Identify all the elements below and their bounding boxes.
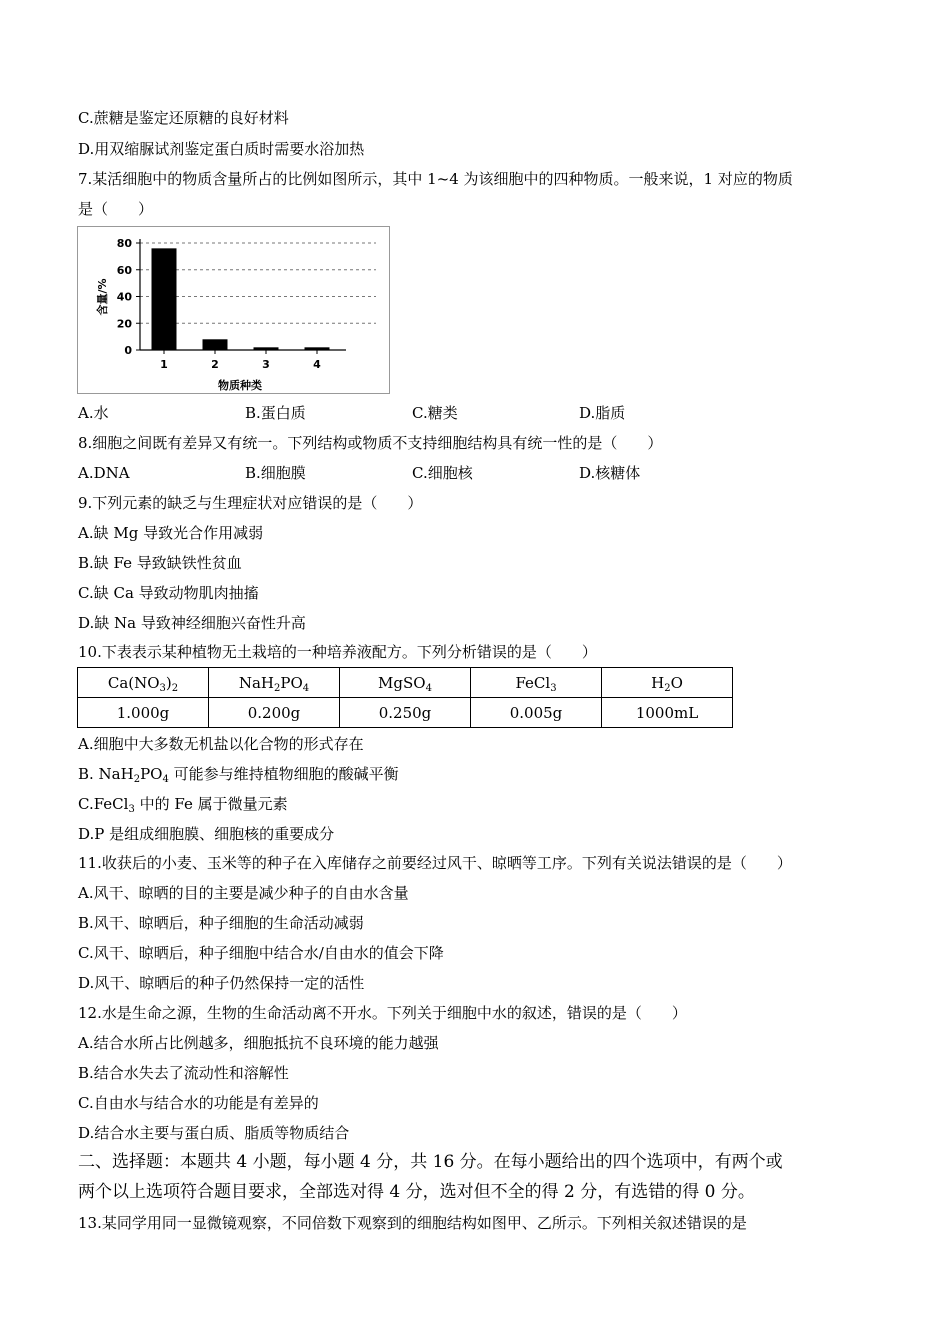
q12-option-d: D.结合水主要与蛋白质、脂质等物质结合	[78, 1124, 350, 1142]
q7-option-c: C.糖类	[412, 404, 458, 422]
q7-stem-line1: 7.某活细胞中的物质含量所占的比例如图所示，其中 1~4 为该细胞中的四种物质。一般来说，1 对应的物质	[78, 170, 793, 188]
y-tick-label: 80	[116, 237, 132, 250]
bar-chart-svg	[78, 227, 391, 395]
q7-option-d: D.脂质	[579, 404, 626, 422]
q7-stem-line2: 是（ ）	[78, 200, 154, 218]
q11-option-a: A.风干、晾晒的目的主要是减少种子的自由水含量	[78, 884, 409, 902]
q7-option-b: B.蛋白质	[245, 404, 306, 422]
table-header-cell: $Ca(NO_3)_2$	[78, 668, 209, 698]
q11-option-c: C.风干、晾晒后，种子细胞中结合水/自由水的值会下降	[78, 944, 444, 962]
q12-option-a: A.结合水所占比例越多，细胞抵抗不良环境的能力越强	[78, 1034, 439, 1052]
q11-option-b: B.风干、晾晒后，种子细胞的生命活动减弱	[78, 914, 364, 932]
q12-stem: 12.水是生命之源，生物的生命活动离不开水。下列关于细胞中水的叙述，错误的是（ ）	[78, 1004, 687, 1022]
table-header-cell: MgSO$_4$	[340, 668, 471, 698]
bar	[152, 248, 177, 350]
y-tick-label: 0	[124, 344, 132, 357]
table-row	[78, 698, 733, 728]
q10-stem: 10.下表表示某种植物无土栽培的一种培养液配方。下列分析错误的是（ ）	[78, 643, 597, 661]
x-axis-label: 物质种类	[218, 379, 262, 392]
table-cell: 0.005g	[471, 698, 602, 728]
table-header-cell: FeCl$_3$	[471, 668, 602, 698]
q11-option-d: D.风干、晾晒后的种子仍然保持一定的活性	[78, 974, 365, 992]
y-tick-label: 40	[116, 290, 132, 304]
q6-option-c: C.蔗糖是鉴定还原糖的良好材料	[78, 109, 289, 127]
bar	[254, 347, 279, 350]
x-tick-label: 2	[211, 358, 219, 371]
q8-options	[78, 463, 778, 483]
y-tick-label: 20	[116, 317, 132, 331]
q10-option-b: B. $NaH_2PO_4$ 可能参与维持植物细胞的酸碱平衡	[78, 765, 399, 785]
q8-option-a: A.DNA	[78, 464, 130, 482]
q10-nutrient-table	[77, 667, 733, 728]
q6-option-d: D.用双缩脲试剂鉴定蛋白质时需要水浴加热	[78, 140, 365, 158]
q11-stem: 11.收获后的小麦、玉米等的种子在入库储存之前要经过风干、晾晒等工序。下列有关说法错误的是（ ）	[78, 854, 792, 872]
table-cell: 1.000g	[78, 698, 209, 728]
q10-option-d: D.P 是组成细胞膜、细胞核的重要成分	[78, 825, 335, 843]
table-cell: 0.200g	[209, 698, 340, 728]
q9-option-a: A.缺 Mg 导致光合作用减弱	[78, 524, 264, 542]
section-2-heading-line1: 二、选择题：本题共 4 小题，每小题 4 分，共 16 分。在每小题给出的四个选项中，有两个或	[78, 1152, 783, 1172]
table-cell: 1000mL	[602, 698, 733, 728]
x-tick-label: 1	[160, 358, 168, 371]
bar	[203, 339, 228, 350]
table-header-cell: $NaH_2PO_4$	[209, 668, 340, 698]
q9-stem: 9.下列元素的缺乏与生理症状对应错误的是（ ）	[78, 494, 423, 512]
x-tick-label: 3	[262, 358, 270, 371]
q8-option-d: D.核糖体	[579, 464, 641, 482]
table-header-row	[78, 668, 733, 698]
q8-option-c: C.细胞核	[412, 464, 473, 482]
bar	[305, 347, 330, 350]
q9-option-c: C.缺 Ca 导致动物肌肉抽搐	[78, 584, 259, 602]
q12-option-c: C.自由水与结合水的功能是有差异的	[78, 1094, 319, 1112]
table-cell: 0.250g	[340, 698, 471, 728]
q7-bar-chart	[77, 226, 390, 394]
x-tick-label: 4	[313, 358, 321, 371]
q8-stem: 8.细胞之间既有差异又有统一。下列结构或物质不支持细胞结构具有统一性的是（ ）	[78, 434, 663, 452]
q10-option-c: C.FeCl$_3$ 中的 Fe 属于微量元素	[78, 795, 288, 815]
table-header-cell: $H_2O$	[602, 668, 733, 698]
q7-options	[78, 403, 778, 423]
q9-option-d: D.缺 Na 导致神经细胞兴奋性升高	[78, 614, 306, 632]
q13-stem: 13.某同学用同一显微镜观察，不同倍数下观察到的细胞结构如图甲、乙所示。下列相关叙述错误的是	[78, 1214, 747, 1232]
y-tick-label: 60	[116, 263, 132, 277]
section-2-heading-line2: 两个以上选项符合题目要求，全部选对得 4 分，选对但不全的得 2 分，有选错的得 0 分。	[78, 1182, 755, 1202]
q10-option-a: A.细胞中大多数无机盐以化合物的形式存在	[78, 735, 364, 753]
q9-option-b: B.缺 Fe 导致缺铁性贫血	[78, 554, 242, 572]
q7-option-a: A.水	[78, 404, 109, 422]
q12-option-b: B.结合水失去了流动性和溶解性	[78, 1064, 289, 1082]
y-axis-label: 含量/%	[96, 278, 109, 316]
q8-option-b: B.细胞膜	[245, 464, 306, 482]
